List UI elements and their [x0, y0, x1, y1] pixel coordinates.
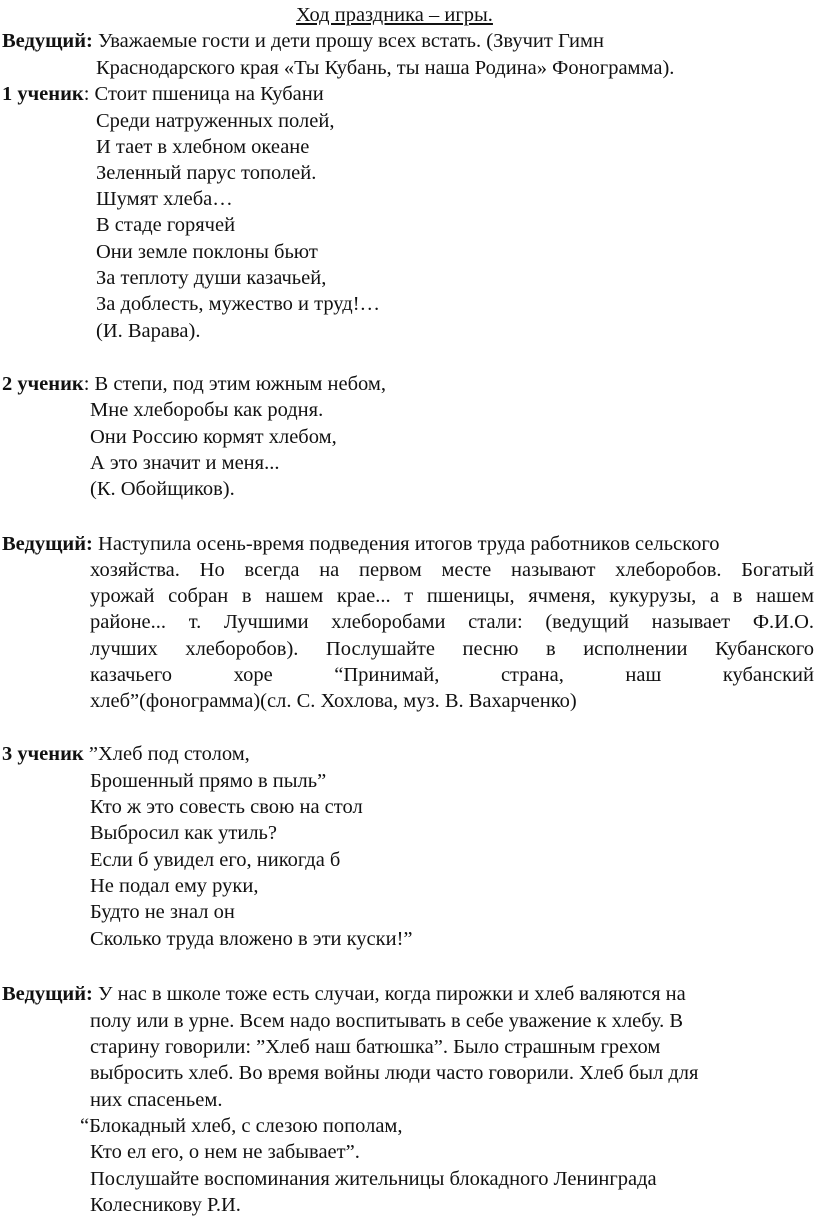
verse-line: Мне хлеборобы как родня. [90, 399, 324, 421]
speaker-label: Ведущий: [2, 983, 93, 1005]
text-line: казачьего хоре “Принимай, страна, наш кубанский [90, 664, 814, 686]
verse-author: (И. Варава). [96, 320, 201, 342]
quote-line: “Блокадный хлеб, с слезою пополам, [80, 1115, 403, 1137]
verse-line: И тает в хлебном океане [96, 136, 310, 158]
verse-line: Если б увидел его, никогда б [90, 849, 341, 871]
verse-line: Выбросил как утиль? [90, 822, 278, 844]
text-line: Наступила осень-время подведения итогов труда работников сельского [92, 533, 720, 555]
speaker-label: Ведущий: [2, 533, 93, 555]
verse-line: В стаде горячей [96, 214, 236, 236]
student-1-line [2, 81, 324, 107]
verse-line: Брошенный прямо в пыль” [90, 770, 327, 792]
speaker-label: 1 ученик [2, 83, 84, 105]
text-line: Колесникову Р.И. [90, 1194, 241, 1216]
verse-line: За теплоту души казачьей, [96, 267, 327, 289]
text-line: Краснодарского края «Ты Кубань, ты наша Родина» Фонограмма). [96, 57, 675, 79]
verse-line: Они земле поклоны бьют [96, 241, 318, 263]
student-3-line [2, 741, 250, 767]
text-line: хлеб”(фонограмма)(сл. С. Хохлова, муз. В. Вахарченко) [90, 690, 577, 712]
text-line: старину говорили: ”Хлеб наш батюшка”. Было страшным грехом [90, 1036, 661, 1058]
text-line: хозяйства. Но всегда на первом месте называют хлеборобов. Богатый [90, 559, 814, 581]
verse-author: (К. Обойщиков). [90, 478, 235, 500]
speaker-label: Ведущий: [2, 30, 93, 52]
text-line: урожай собран в нашем крае... т пшеницы, ячменя, кукурузы, а в нашем [90, 585, 814, 607]
text-line: лучших хлеборобов). Послушайте песню в исполнении Кубанского [90, 638, 814, 660]
verse-line: Кто ж это совесть свою на стол [90, 796, 363, 818]
verse-line: : Стоит пшеница на Кубани [83, 83, 324, 105]
text-line: У нас в школе тоже есть случаи, когда пирожки и хлеб валяются на [92, 983, 686, 1005]
text-line: них спасеньем. [90, 1089, 223, 1111]
host-paragraph-first [2, 981, 686, 1007]
verse-line: Шумят хлеба… [96, 188, 233, 210]
verse-line: Будто не знал он [90, 901, 235, 923]
verse-line: ”Хлеб под столом, [83, 743, 250, 765]
verse-line: Среди натруженных полей, [96, 110, 335, 132]
text-line: Послушайте воспоминания жительницы блокадного Ленинграда [90, 1168, 657, 1190]
speaker-label: 3 ученик [2, 743, 84, 765]
text-line: Уважаемые гости и дети прошу всех встать. (Звучит Гимн [92, 30, 604, 52]
host-paragraph-first [2, 531, 719, 557]
verse-line: : В степи, под этим южным небом, [83, 373, 386, 395]
verse-line: Зеленный парус тополей. [96, 162, 317, 184]
text-line: выбросить хлеб. Во время войны люди часто говорили. Хлеб был для [90, 1062, 699, 1084]
quote-line: Кто ел его, о нем не забывает”. [90, 1141, 360, 1163]
student-2-line [2, 371, 386, 397]
speaker-label: 2 ученик [2, 373, 84, 395]
verse-line: Они Россию кормят хлебом, [90, 426, 337, 448]
text-line: районе... т. Лучшими хлеборобами стали: (ведущий называет Ф.И.О. [90, 611, 814, 633]
verse-line: Не подал ему руки, [90, 875, 259, 897]
text-line: полу или в урне. Всем надо воспитывать в себе уважение к хлебу. В [90, 1010, 684, 1032]
page-title: Ход праздника – игры. [296, 4, 493, 26]
verse-line: Сколько труда вложено в эти куски!” [90, 928, 413, 950]
verse-line: А это значит и меня... [90, 452, 280, 474]
verse-line: За доблесть, мужество и труд!… [96, 293, 381, 315]
host-line-1 [2, 28, 604, 54]
